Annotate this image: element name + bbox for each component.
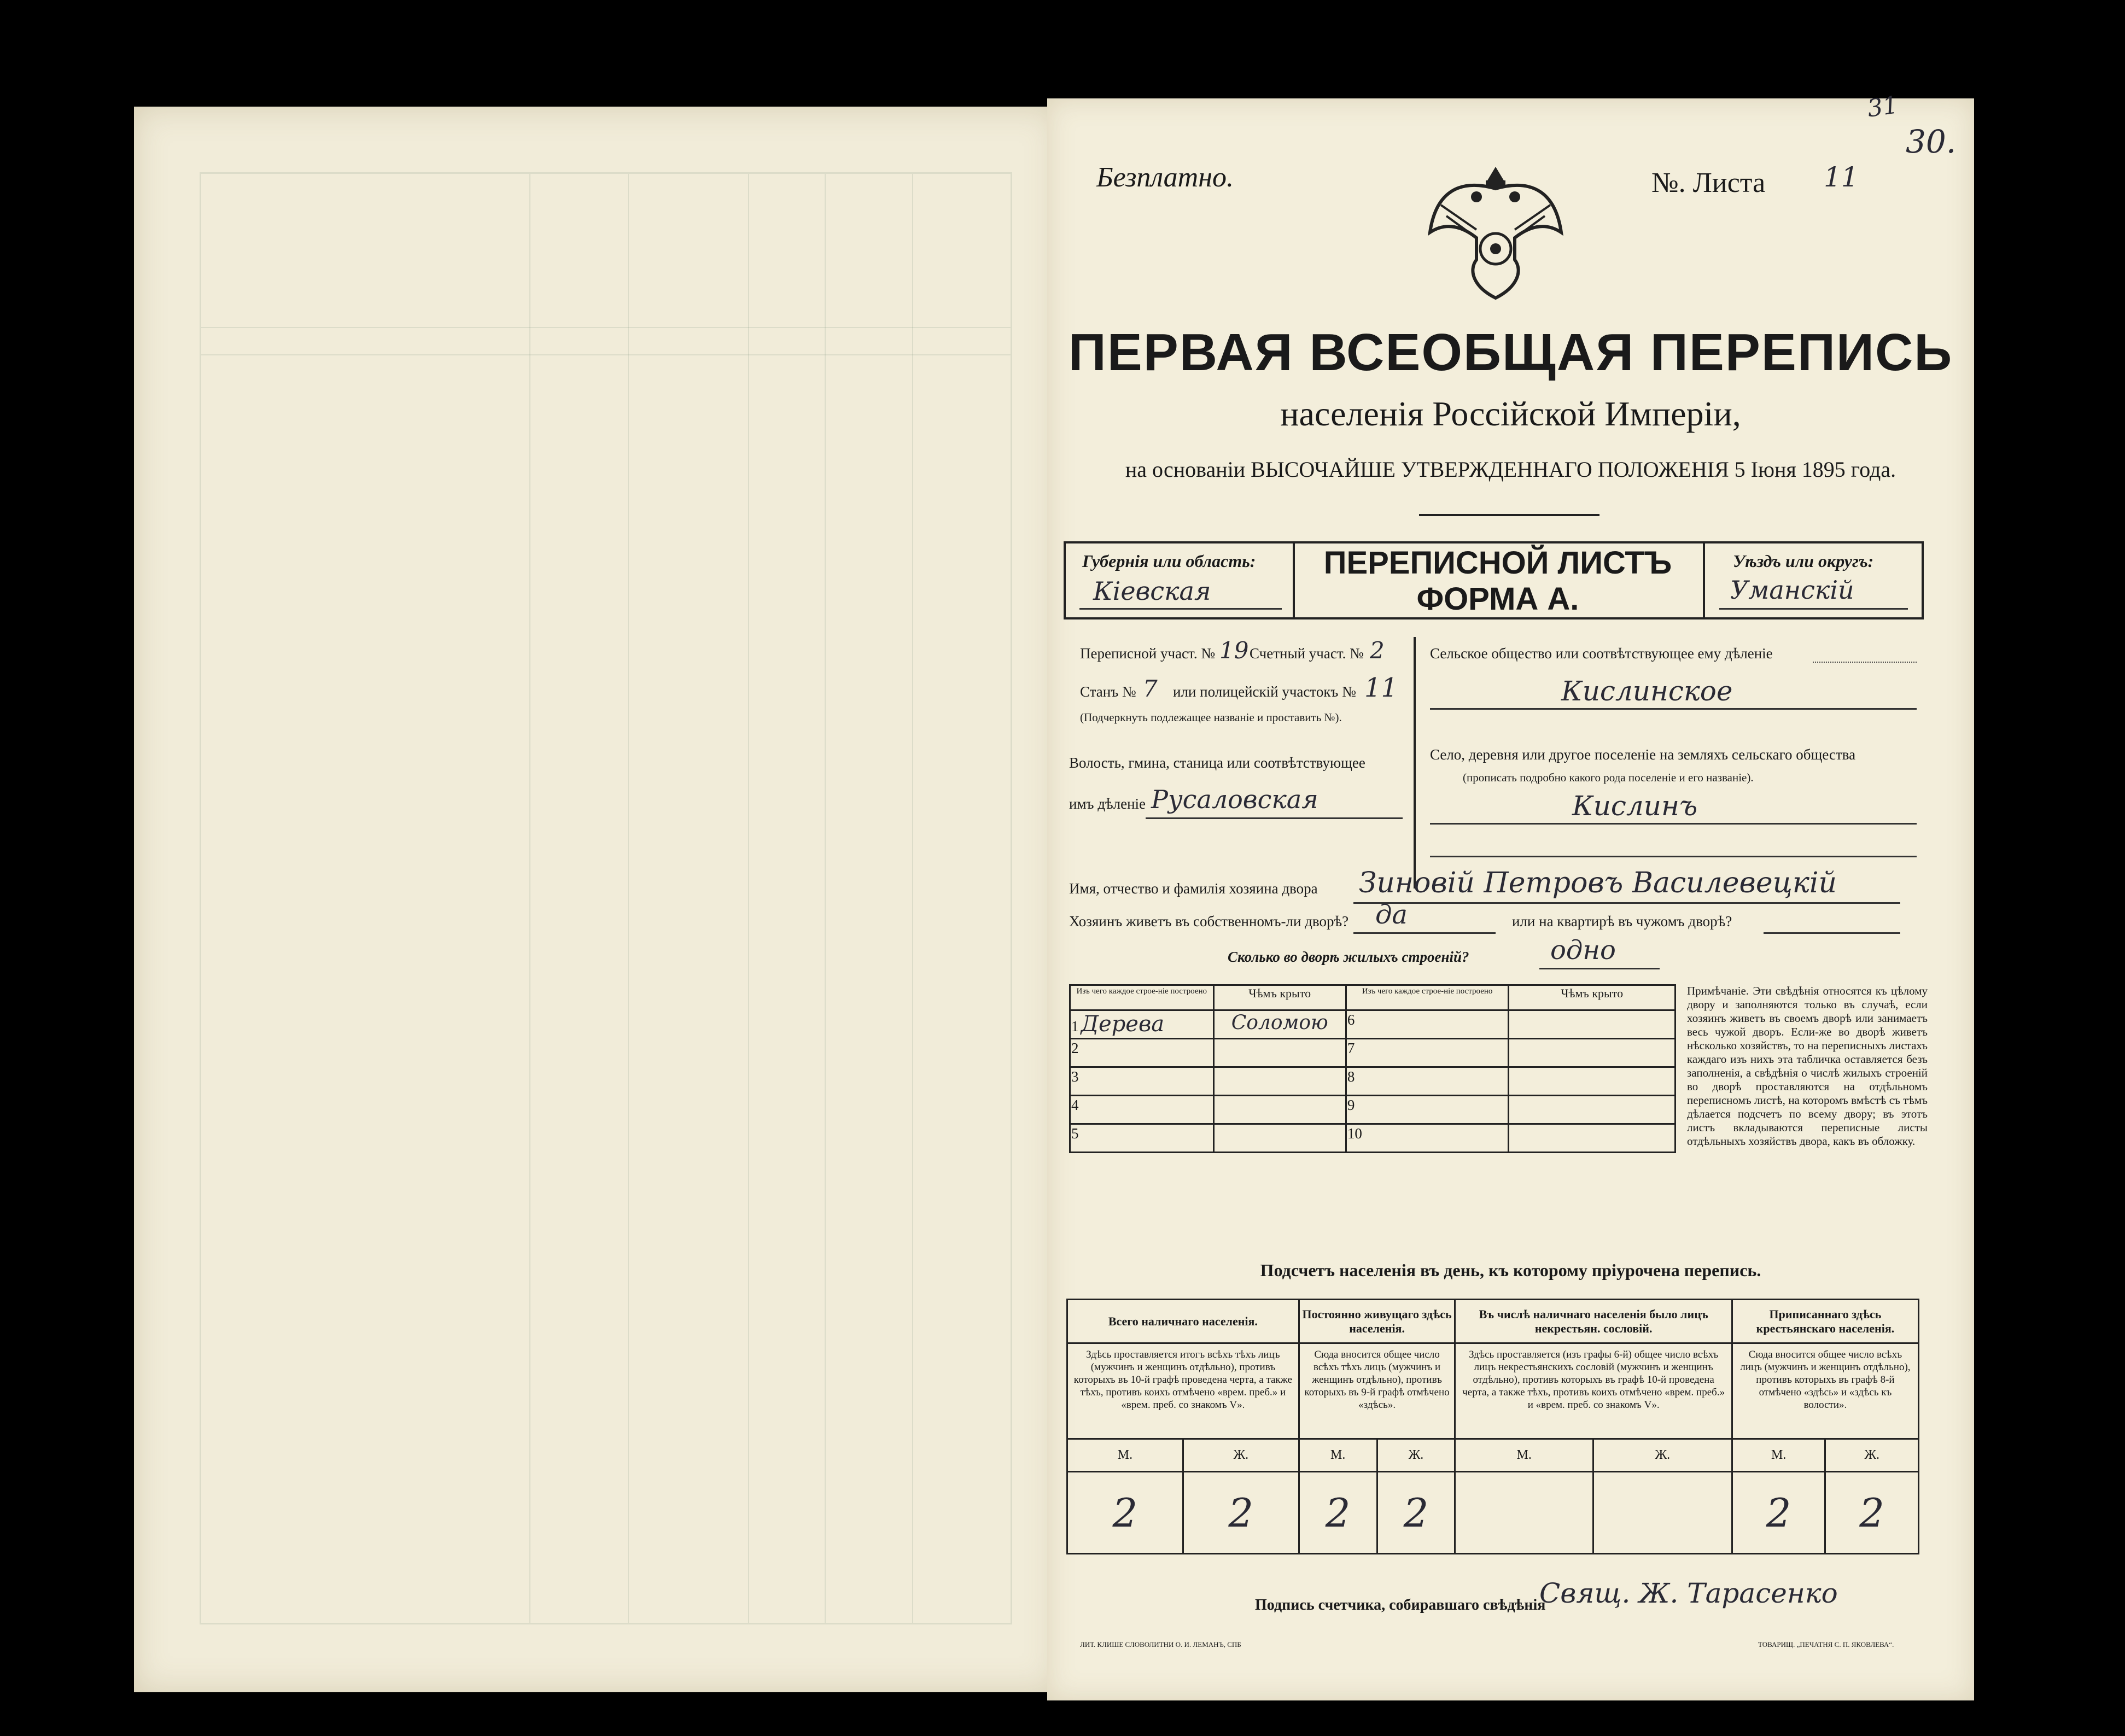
footer-right: ТОВАРИЩ. „ПЕЧАТНЯ С. П. ЯКОВЛЕВА“. bbox=[1758, 1640, 1894, 1649]
form-title: ПЕРЕПИСНОЙ ЛИСТЪ bbox=[1323, 545, 1672, 581]
buildings-count-value: одно bbox=[1550, 935, 1616, 966]
foreign-yard-label: или на квартирѣ въ чужомъ дворѣ? bbox=[1512, 913, 1732, 930]
sheet-number-value: 11 bbox=[1824, 161, 1859, 193]
col-total-desc: Здѣсь проставляется итогъ всѣхъ тѣхъ лицъ (мужчинъ и женщинъ отдѣльно), противъ которыхъ въ 10-й графѣ проведена черта, а также тѣхъ, противъ коихъ отмѣчено «врем. преб.» и «врем. преб. со знакомъ V». bbox=[1067, 1343, 1299, 1439]
sheet-number-label: №. Листа bbox=[1651, 167, 1766, 198]
stan-note: (Подчеркнуть подлежащее названіе и проставить №). bbox=[1080, 711, 1342, 724]
bleed-through-grid bbox=[200, 172, 1012, 1624]
population-table: Всего наличнаго населенія. Постоянно живущаго здѣсь населенія. Въ числѣ наличнаго населенія было лицъ некрестьян. сословій. Приписаннаго здѣсь крестьянскаго населенія. Здѣсь проставляется итогъ всѣхъ тѣхъ лицъ (мужчинъ и женщинъ отдѣльно), противъ которыхъ въ 10-й графѣ проведена черта, а также тѣхъ, противъ коихъ отмѣчено «врем. преб.» и «врем. преб. со знакомъ V». Сюда вносится общее число всѣхъ тѣхъ лицъ (мужчинъ и женщинъ отдѣльно), противъ которыхъ въ 9-й графѣ отмѣчено «здѣсь». Здѣсь проставляется (изъ графы 6-й) общее число всѣхъ лицъ некрестьянскихъ сословій (мужчинъ и женщинъ отдѣльно), противъ которыхъ въ графѣ 10-й проведена черта, а также тѣхъ, противъ коихъ отмѣчено «врем. преб.» и «врем. преб. со знакомъ V». Сюда вносится общее число всѣхъ лицъ (мужчинъ и женщинъ отдѣльно), противъ которыхъ въ графѣ 8-й отмѣчено «здѣсь» и «здѣсь къ волости». М. Ж. М. Ж. М. Ж. М. Ж. 2 2 2 2 2 2 bbox=[1066, 1299, 1919, 1554]
main-title: ПЕРВАЯ ВСЕОБЩАЯ ПЕРЕПИСЬ bbox=[1068, 323, 1953, 382]
nonpeasant-female bbox=[1593, 1472, 1732, 1554]
page-number-old: 31 bbox=[1865, 91, 1900, 123]
police-label: или полицейскій участокъ № bbox=[1173, 683, 1356, 700]
form-header-box bbox=[1064, 541, 1924, 619]
note-text: Примѣчаніе. Эти свѣдѣнія относятся къ цѣлому двору и заполняются только въ случаѣ, если хозяинъ живетъ въ своемъ дворѣ или занимаетъ весь чужой дворъ. Если-же во дворѣ живетъ нѣсколько хозяйствъ, то на переписныхъ листахъ каждаго изъ нихъ эта табличка оставляется безъ заполненія, а свѣдѣнія о числѣ жилыхъ строеній во дворѣ проставляются на отдѣльномъ переписномъ листѣ, на которомъ вмѣстѣ съ тѣмъ дѣлается подсчетъ по всему двору; въ этотъ листъ вкладываются переписные листы отдѣльныхъ хозяйствъ двора, какъ въ обложку. bbox=[1687, 984, 1928, 1148]
village-label: Село, деревня или другое поселеніе на земляхъ сельскаго общества bbox=[1430, 746, 1856, 763]
col-nonpeasant-desc: Здѣсь проставляется (изъ графы 6-й) общее число всѣхъ лицъ некрестьянскихъ сословій (мужчинъ и женщинъ отдѣльно), противъ которыхъ въ графѣ 10-й проведена черта, а также тѣхъ, противъ коихъ отмѣчено «врем. преб.» и «врем. преб. со знакомъ V». bbox=[1455, 1343, 1732, 1439]
registered-male: 2 bbox=[1732, 1472, 1825, 1554]
signature-value: Свящ. Ж. Тарасенко bbox=[1539, 1577, 1838, 1609]
table-row: 3 8 bbox=[1070, 1067, 1676, 1096]
society-value: Кислинское bbox=[1561, 675, 1733, 707]
village-note: (прописать подробно какого рода поселеніе и его названіе). bbox=[1463, 771, 1754, 784]
form-subtitle: ФОРМА А. bbox=[1416, 581, 1579, 617]
buildings-count-label: Сколько во дворѣ жилыхъ строеній? bbox=[1228, 949, 1469, 965]
population-heading: Подсчетъ населенія въ день, къ которому пріурочена перепись. bbox=[1260, 1260, 1761, 1280]
society-label: Сельское общество или соотвѣтствующее ему дѣленіе bbox=[1430, 645, 1773, 662]
nonpeasant-male bbox=[1455, 1472, 1593, 1554]
count-area-label: Счетный участ. № bbox=[1250, 645, 1364, 662]
col-nonpeasant-title: Въ числѣ наличнаго населенія было лицъ некрестьян. сословій. bbox=[1455, 1300, 1732, 1343]
left-page bbox=[134, 107, 1058, 1692]
material-value: Дерева bbox=[1081, 1012, 1165, 1037]
police-value: 11 bbox=[1364, 673, 1398, 703]
gubernia-label: Губернія или область: bbox=[1082, 551, 1256, 571]
own-yard-label: Хозяинъ живетъ въ собственномъ-ли дворѣ? bbox=[1069, 913, 1349, 930]
roof-value: Соломою bbox=[1231, 1012, 1328, 1034]
own-yard-value: да bbox=[1375, 899, 1408, 930]
table-row: 4 9 bbox=[1070, 1096, 1676, 1124]
table-row: 2 7 bbox=[1070, 1039, 1676, 1067]
subtitle: населенія Россійской Имперіи, bbox=[1280, 394, 1741, 433]
volost-label-2: имъ дѣленіе bbox=[1069, 796, 1146, 812]
gubernia-value: Кіевская bbox=[1093, 576, 1211, 606]
col-roof-header: Чѣмъ крыто bbox=[1213, 985, 1346, 1010]
volost-label: Волость, гмина, станица или соотвѣтствующее bbox=[1069, 755, 1365, 771]
owner-name-label: Имя, отчество и фамилія хозяина двора bbox=[1069, 880, 1318, 897]
table-row: 5 10 bbox=[1070, 1124, 1676, 1153]
uezd-label: Уѣздъ или округъ: bbox=[1733, 551, 1874, 571]
col-registered-title: Приписаннаго здѣсь крестьянскаго населенія. bbox=[1732, 1300, 1918, 1343]
legal-basis: на основаніи ВЫСОЧАЙШЕ УТВЕРЖДЕННАГО ПОЛОЖЕНІЯ 5 Іюня 1895 года. bbox=[1125, 457, 1896, 482]
census-area-value: 19 bbox=[1219, 637, 1249, 664]
ornament-divider bbox=[1419, 514, 1599, 516]
census-area-label: Переписной участ. № bbox=[1080, 645, 1216, 662]
permanent-female: 2 bbox=[1377, 1472, 1455, 1554]
permanent-male: 2 bbox=[1299, 1472, 1377, 1554]
double-headed-eagle-emblem bbox=[1425, 156, 1567, 303]
col-registered-desc: Сюда вносится общее число всѣхъ лицъ (мужчинъ и женщинъ отдѣльно), противъ которыхъ въ графѣ 8-й отмѣчено «здѣсь» и «здѣсь къ волости». bbox=[1732, 1343, 1918, 1439]
stan-label: Станъ № bbox=[1080, 683, 1136, 700]
col-material-header-2: Изъ чего каждое строе-ніе построено bbox=[1346, 985, 1508, 1010]
page-number: 30. bbox=[1906, 123, 1957, 160]
uezd-value: Уманскій bbox=[1730, 575, 1854, 605]
village-value: Кислинъ bbox=[1572, 790, 1698, 822]
census-form-page bbox=[1047, 91, 1974, 1700]
free-label: Безплатно. bbox=[1096, 162, 1234, 193]
col-material-header: Изъ чего каждое строе-ніе построено bbox=[1070, 985, 1214, 1010]
population-values-row bbox=[1067, 1472, 1919, 1554]
col-roof-header-2: Чѣмъ крыто bbox=[1509, 985, 1676, 1010]
col-permanent-desc: Сюда вносится общее число всѣхъ тѣхъ лицъ (мужчинъ и женщинъ отдѣльно), противъ которыхъ въ 9-й графѣ отмѣчено «здѣсь». bbox=[1299, 1343, 1455, 1439]
buildings-table bbox=[1069, 984, 1676, 1153]
signature-label: Подпись счетчика, собиравшаго свѣдѣнія bbox=[1255, 1597, 1546, 1614]
count-area-value: 2 bbox=[1370, 637, 1385, 664]
table-row: 1 Дерева Соломою 6 bbox=[1070, 1010, 1676, 1039]
total-female: 2 bbox=[1183, 1472, 1299, 1554]
col-total-title: Всего наличнаго населенія. bbox=[1067, 1300, 1299, 1343]
registered-female: 2 bbox=[1825, 1472, 1919, 1554]
owner-name-value: Зиновій Петровъ Василевецкій bbox=[1359, 867, 1837, 899]
stan-value: 7 bbox=[1143, 675, 1158, 702]
total-male: 2 bbox=[1067, 1472, 1183, 1554]
col-permanent-title: Постоянно живущаго здѣсь населенія. bbox=[1299, 1300, 1455, 1343]
footer-left: ЛИТ. КЛИШЕ СЛОВОЛИТНИ О. И. ЛЕМАНЪ, СПБ bbox=[1080, 1640, 1241, 1649]
volost-value: Русаловская bbox=[1151, 785, 1318, 814]
